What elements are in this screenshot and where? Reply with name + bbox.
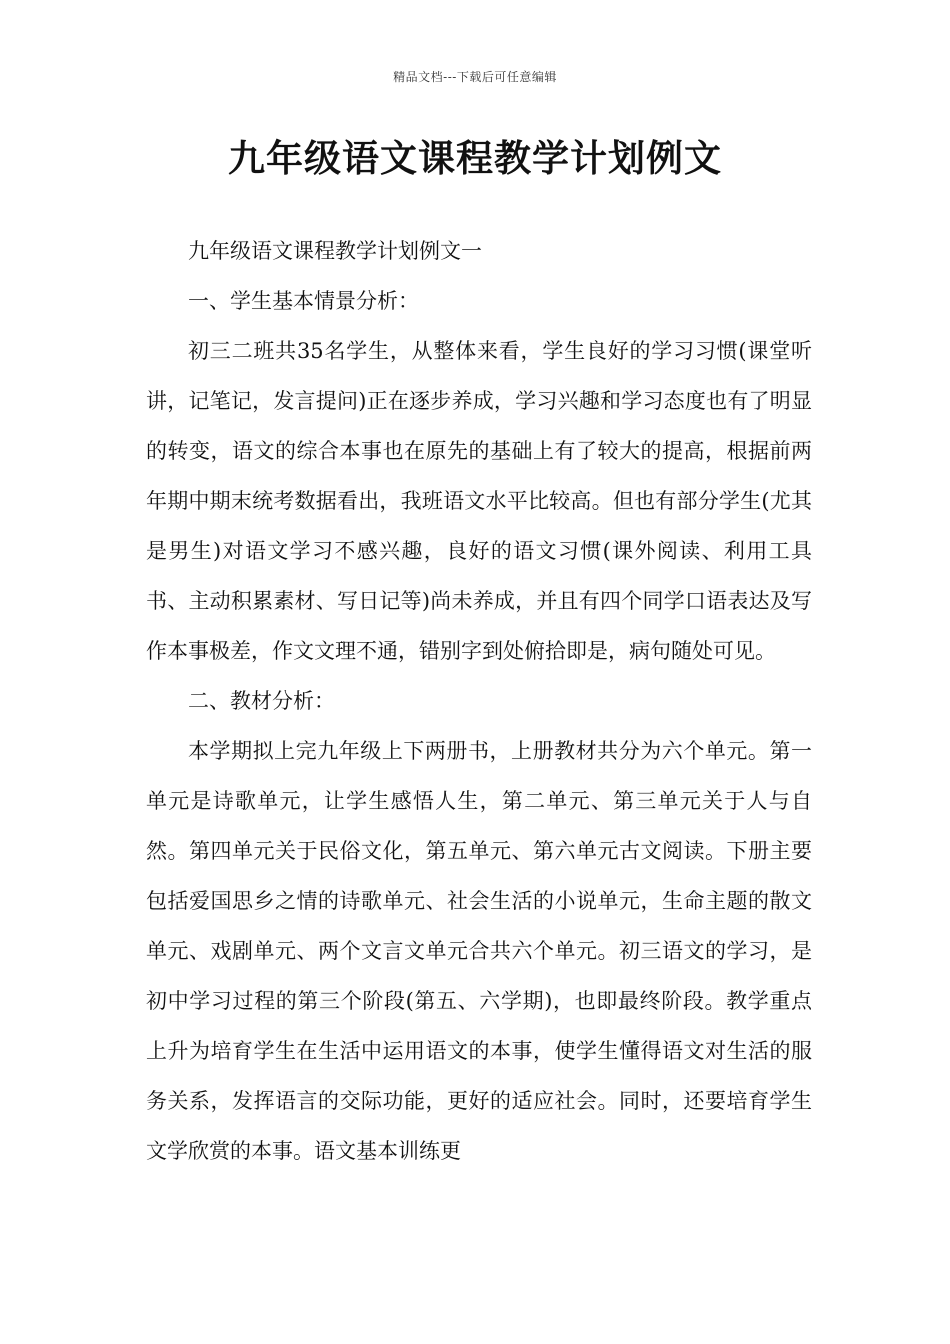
document-title: 九年级语文课程教学计划例文: [228, 137, 722, 180]
paragraph-heading-materials: 二、教材分析：: [188, 689, 335, 713]
paragraph-materials-analysis: 本学期拟上完九年级上下两册书，上册教材共分为六个单元。第一单元是诗歌单元，让学生感悟人生，第二单元、第三单元关于人与自然。第四单元关于民俗文化，第五单元、第六单元古文阅读。下册主要包括爱国思乡之情的诗歌单元、社会生活的小说单元，生命主题的散文单元、戏剧单元、两个文言文单元合共六个单元。初三语文的学习，是初中学习过程的第三个阶段(第五、六学期)，也即最终阶段。教学重点上升为培育学生在生活中运用语文的本事，使学生懂得语文对生活的服务关系，发挥语言的交际功能，更好的适应社会。同时，还要培育学生文学欣赏的本事。语文基本训练更: [146, 739, 812, 1163]
paragraph-heading-students: 一、学生基本情景分析：: [188, 289, 419, 313]
header-note: 精品文档---下载后可任意编辑: [393, 70, 557, 84]
document-body: [146, 226, 812, 1176]
paragraph-students-analysis: 初三二班共35名学生，从整体来看，学生良好的学习习惯(课堂听讲，记笔记，发言提问)正在逐步养成，学习兴趣和学习态度也有了明显的转变，语文的综合本事也在原先的基础上有了较大的提高，根据前两年期中期末统考数据看出，我班语文水平比较高。但也有部分学生(尤其是男生)对语文学习不感兴趣，良好的语文习惯(课外阅读、利用工具书、主动积累素材、写日记等)尚未养成，并且有四个同学口语表达及写作本事极差，作文文理不通，错别字到处俯拾即是，病句随处可见。: [146, 339, 812, 663]
paragraph-subtitle: 九年级语文课程教学计划例文一: [188, 239, 482, 263]
